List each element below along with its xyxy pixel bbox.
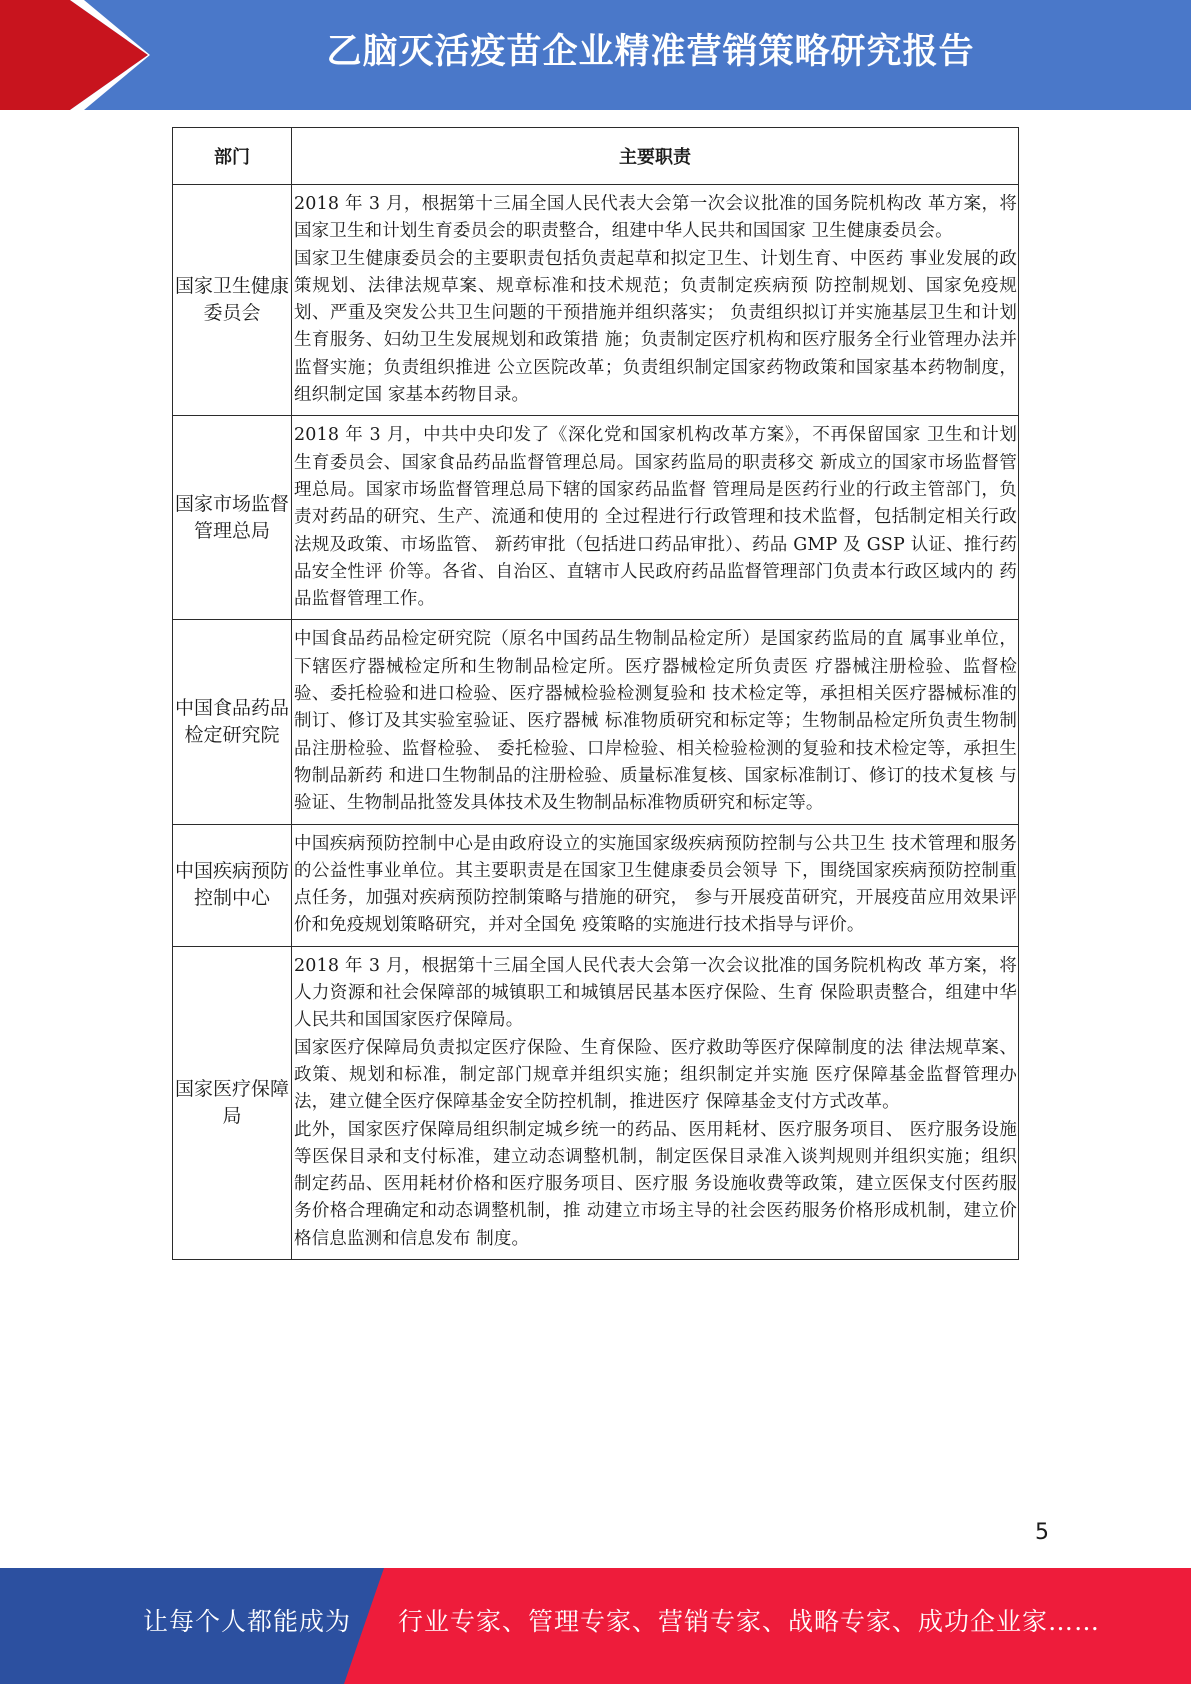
responsibility-text	[292, 620, 1019, 824]
department-table	[172, 127, 1019, 1260]
department-name: 国家卫生健康委员会	[173, 185, 292, 416]
paragraph: 中国食品药品检定研究院（原名中国药品生物制品检定所）是国家药监局的直 属事业单位，下辖医疗器械检定所和生物制品检定所。医疗器械检定所负责医 疗器械注册检验、监督检验、委托检验和进口检验、医疗器械检验检测复验和 技术检定等，承担相关医疗器械标准的制订、修订及其实验室验证、医疗器械 标准物质研究和标定等；生物制品检定所负责生物制品注册检验、监督检验、 委托检验、口岸检验、相关检验检测的复验和技术检定等，承担生物制品新药 和进口生物制品的注册检验、质量标准复核、国家标准制订、修订的技术复核 与验证、生物制品批签发具体技术及生物制品标准物质研究和标定等。	[294, 629, 1017, 814]
paragraph: 中国疾病预防控制中心是由政府设立的实施国家级疾病预防控制与公共卫生 技术管理和服务的公益性事业单位。其主要职责是在国家卫生健康委员会领导 下，围绕国家疾病预防控制重点任务，加强对疾病预防控制策略与措施的研究， 参与开展疫苗研究，开展疫苗应用效果评价和免疫规划策略研究，并对全国免 疫策略的实施进行技术指导与评价。	[294, 833, 1017, 936]
department-name: 国家医疗保障局	[173, 946, 292, 1259]
table-row	[173, 946, 1019, 1259]
department-name: 中国疾病预防控制中心	[173, 824, 292, 946]
chevron-arrow-icon	[0, 0, 150, 110]
department-name: 国家市场监督管理总局	[173, 416, 292, 620]
page-number: 5	[1035, 1520, 1049, 1545]
responsibility-text	[292, 416, 1019, 620]
responsibility-text	[292, 824, 1019, 946]
footer-banner	[0, 1568, 1191, 1684]
department-name: 中国食品药品检定研究院	[173, 620, 292, 824]
footer-slogan-left: 让每个人都能成为	[143, 1607, 352, 1636]
report-title: 乙脑灭活疫苗企业精准营销策略研究报告	[326, 32, 975, 72]
table-row	[173, 185, 1019, 416]
responsibility-text	[292, 185, 1019, 416]
paragraph: 国家卫生健康委员会的主要职责包括负责起草和拟定卫生、计划生育、中医药 事业发展的政策规划、法律法规草案、规章标准和技术规范；负责制定疾病预 防控制规划、国家免疫规划、严重及突发公共卫生问题的干预措施并组织落实； 负责组织拟订并实施基层卫生和计划生育服务、妇幼卫生发展规划和政策措 施；负责制定医疗机构和医疗服务全行业管理办法并监督实施；负责组织推进 公立医院改革；负责组织制定国家药物政策和国家基本药物制度，组织制定国 家基本药物目录。	[294, 248, 1017, 406]
header-responsibilities: 主要职责	[292, 128, 1019, 185]
table-row	[173, 824, 1019, 946]
table-header-row	[173, 128, 1019, 185]
table-row	[173, 620, 1019, 824]
paragraph: 国家医疗保障局负责拟定医疗保险、生育保险、医疗救助等医疗保障制度的法 律法规草案、政策、规划和标准，制定部门规章并组织实施；组织制定并实施 医疗保障基金监督管理办法，建立健全医疗保障基金安全防控机制，推进医疗 保障基金支付方式改革。	[294, 1037, 1017, 1113]
table-row	[173, 416, 1019, 620]
paragraph: 此外，国家医疗保障局组织制定城乡统一的药品、医用耗材、医疗服务项目、 医疗服务设施等医保目录和支付标准，建立动态调整机制，制定医保目录准入谈判规则并组织实施；组织制定药品、医用耗材价格和医疗服务项目、医疗服 务设施收费等政策，建立医保支付医药服务价格合理确定和动态调整机制，推 动建立市场主导的社会医药服务价格形成机制，建立价格信息监测和信息发布 制度。	[294, 1119, 1017, 1249]
responsibility-text	[292, 946, 1019, 1259]
footer-slogan-right: 行业专家、管理专家、营销专家、战略专家、成功企业家……	[398, 1607, 1101, 1636]
paragraph: 2018 年 3 月，根据第十三届全国人民代表大会第一次会议批准的国务院机构改 革方案，将人力资源和社会保障部的城镇职工和城镇居民基本医疗保险、生育 保险职责整合，组建中华人民共和国国家医疗保障局。	[294, 955, 1017, 1031]
header-department: 部门	[173, 128, 292, 185]
paragraph: 2018 年 3 月，中共中央印发了《深化党和国家机构改革方案》，不再保留国家 卫生和计划生育委员会、国家食品药品监督管理总局。国家药监局的职责移交 新成立的国家市场监督管理总局。国家市场监督管理总局下辖的国家药品监督 管理局是医药行业的行政主管部门，负责对药品的研究、生产、流通和使用的 全过程进行行政管理和技术监督，包括制定相关行政法规及政策、市场监管、 新药审批（包括进口药品审批）、药品 GMP 及 GSP 认证、推行药品安全性评 价等。各省、自治区、直辖市人民政府药品监督管理部门负责本行政区域内的 药品监督管理工作。	[294, 425, 1017, 610]
paragraph: 2018 年 3 月，根据第十三届全国人民代表大会第一次会议批准的国务院机构改 革方案，将国家卫生和计划生育委员会的职责整合，组建中华人民共和国国家 卫生健康委员会。	[294, 194, 1017, 242]
header-banner	[0, 0, 1191, 110]
